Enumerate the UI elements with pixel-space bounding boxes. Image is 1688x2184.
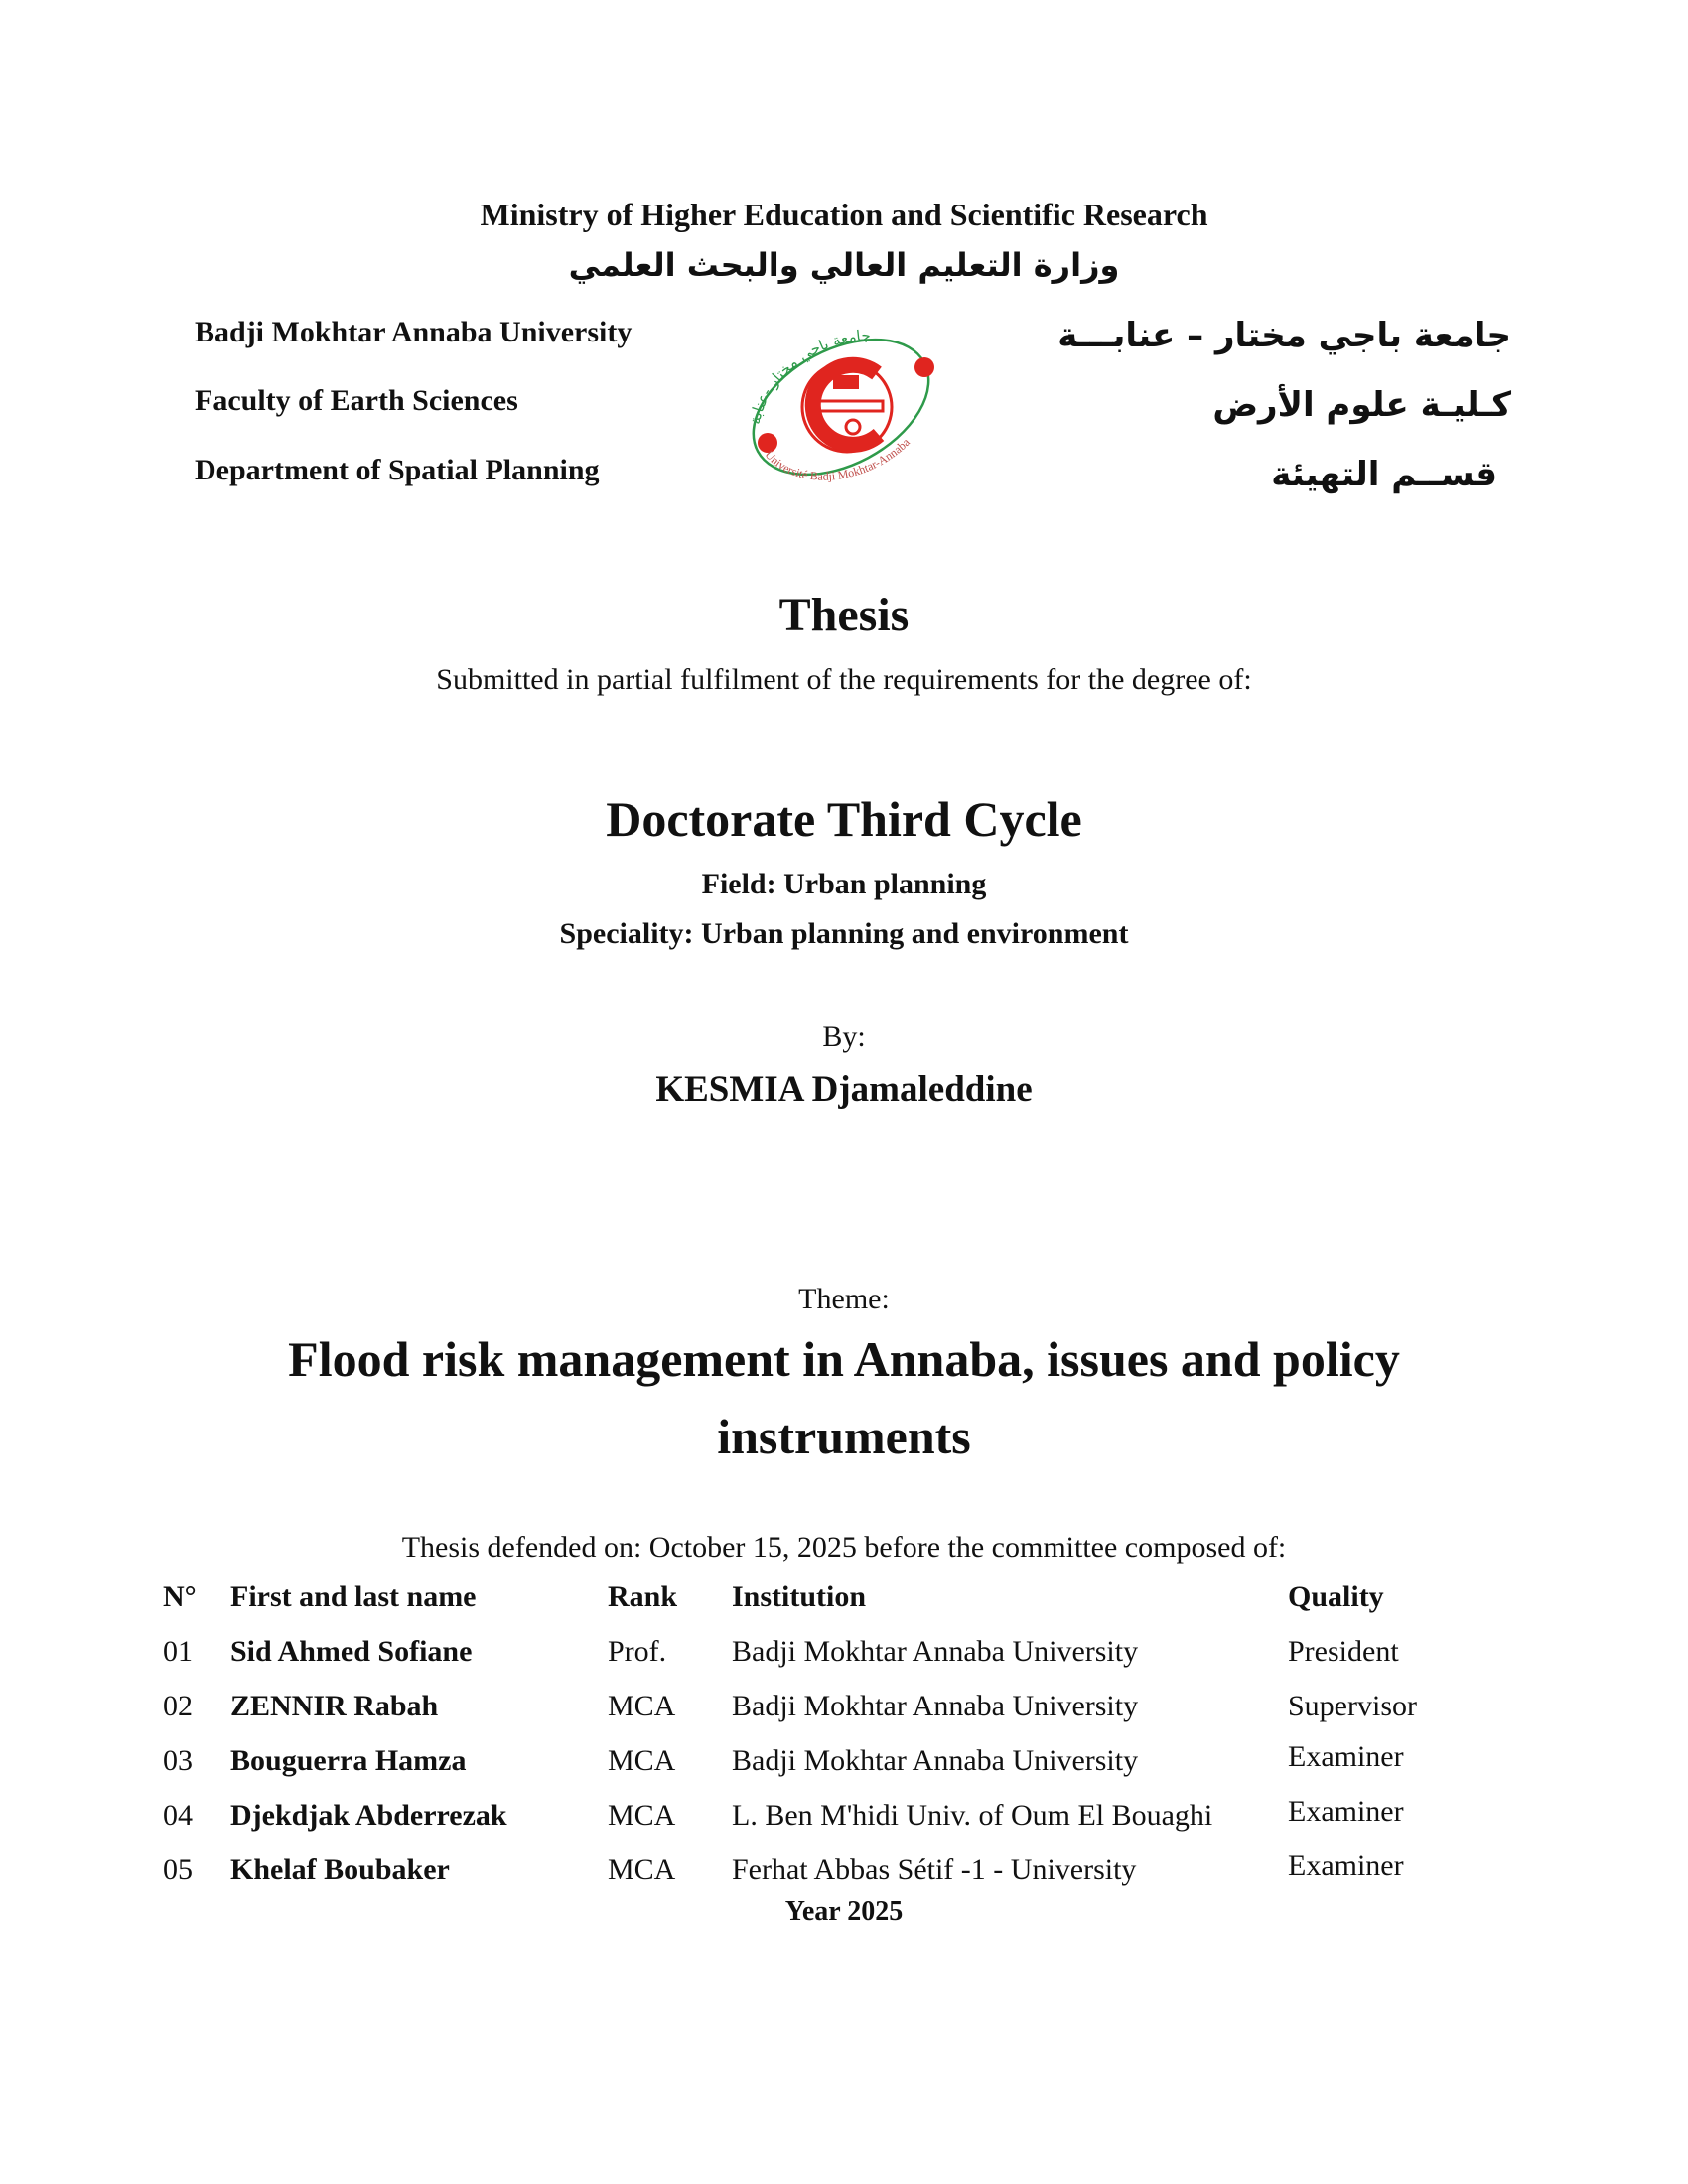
table-row xyxy=(0,1849,1688,1893)
table-row xyxy=(0,1690,1688,1729)
member-rank: MCA xyxy=(608,1853,676,1886)
university-name-ar: جامعة باجي مختار – عنابـــة xyxy=(1057,316,1511,355)
member-name: Djekdjak Abderrezak xyxy=(230,1799,507,1832)
member-institution: Badji Mokhtar Annaba University xyxy=(732,1744,1139,1777)
submission-statement: Submitted in partial fulfilment of the requirements for the degree of: xyxy=(436,663,1252,696)
faculty-name-en: Faculty of Earth Sciences xyxy=(195,384,518,417)
member-quality: Supervisor xyxy=(1288,1690,1417,1722)
theme-title-line-1: Flood risk management in Annaba, issues and policy xyxy=(288,1331,1400,1387)
ministry-title-ar: وزارة التعليم العالي والبحث العلمي xyxy=(568,246,1120,284)
member-name: Bouguerra Hamza xyxy=(230,1744,467,1777)
col-header-institution: Institution xyxy=(732,1580,867,1613)
document-type-title: Thesis xyxy=(778,589,910,641)
member-name: ZENNIR Rabah xyxy=(230,1690,439,1722)
degree-speciality: Speciality: Urban planning and environment xyxy=(559,917,1129,950)
member-rank: MCA xyxy=(608,1690,676,1722)
col-header-name: First and last name xyxy=(230,1580,477,1613)
col-header-rank: Rank xyxy=(608,1580,678,1613)
member-number: 04 xyxy=(163,1799,193,1832)
committee-table-header xyxy=(0,1580,1688,1620)
member-institution: Badji Mokhtar Annaba University xyxy=(732,1635,1139,1668)
member-rank: MCA xyxy=(608,1744,676,1777)
member-quality: Examiner xyxy=(1288,1849,1404,1882)
member-institution: L. Ben M'hidi Univ. of Oum El Bouaghi xyxy=(732,1799,1213,1832)
member-institution: Badji Mokhtar Annaba University xyxy=(732,1690,1139,1722)
col-header-number: N° xyxy=(163,1580,197,1613)
theme-label: Theme: xyxy=(798,1283,890,1315)
department-name-en: Department of Spatial Planning xyxy=(195,454,600,486)
department-name-ar: قســم التهيئة xyxy=(1271,455,1497,494)
col-header-quality: Quality xyxy=(1288,1580,1384,1613)
university-name-en: Badji Mokhtar Annaba University xyxy=(195,316,633,348)
year-label: Year 2025 xyxy=(784,1896,904,1927)
member-rank: MCA xyxy=(608,1799,676,1832)
member-number: 01 xyxy=(163,1635,193,1668)
theme-title-line-2: instruments xyxy=(717,1409,971,1464)
defense-statement: Thesis defended on: October 15, 2025 before the committee composed of: xyxy=(401,1531,1287,1564)
author-name: KESMIA Djamaleddine xyxy=(655,1069,1033,1110)
degree-title: Doctorate Third Cycle xyxy=(606,791,1082,847)
university-logo xyxy=(730,316,958,494)
author-label: By: xyxy=(822,1021,866,1053)
table-row xyxy=(0,1635,1688,1675)
university-logo-icon xyxy=(730,316,958,494)
member-institution: Ferhat Abbas Sétif -1 - University xyxy=(732,1853,1137,1886)
member-quality: Examiner xyxy=(1288,1740,1404,1773)
member-number: 05 xyxy=(163,1853,193,1886)
degree-field: Field: Urban planning xyxy=(701,868,987,900)
member-name: Khelaf Boubaker xyxy=(230,1853,450,1886)
svg-text:Université Badji Mokhtar-Annab: Université Badji Mokhtar-Annaba xyxy=(762,435,913,483)
member-quality: Examiner xyxy=(1288,1795,1404,1828)
table-row xyxy=(0,1740,1688,1784)
member-number: 02 xyxy=(163,1690,193,1722)
member-name: Sid Ahmed Sofiane xyxy=(230,1635,473,1668)
ministry-title-en: Ministry of Higher Education and Scientific Research xyxy=(480,197,1208,232)
member-number: 03 xyxy=(163,1744,193,1777)
faculty-name-ar: كـليـة علوم الأرض xyxy=(1212,385,1511,425)
svg-text:جامعة باجي مختار -عنابة: جامعة باجي مختار -عنابة xyxy=(746,326,872,426)
table-row xyxy=(0,1795,1688,1839)
member-rank: Prof. xyxy=(608,1635,667,1668)
member-quality: President xyxy=(1288,1635,1399,1668)
